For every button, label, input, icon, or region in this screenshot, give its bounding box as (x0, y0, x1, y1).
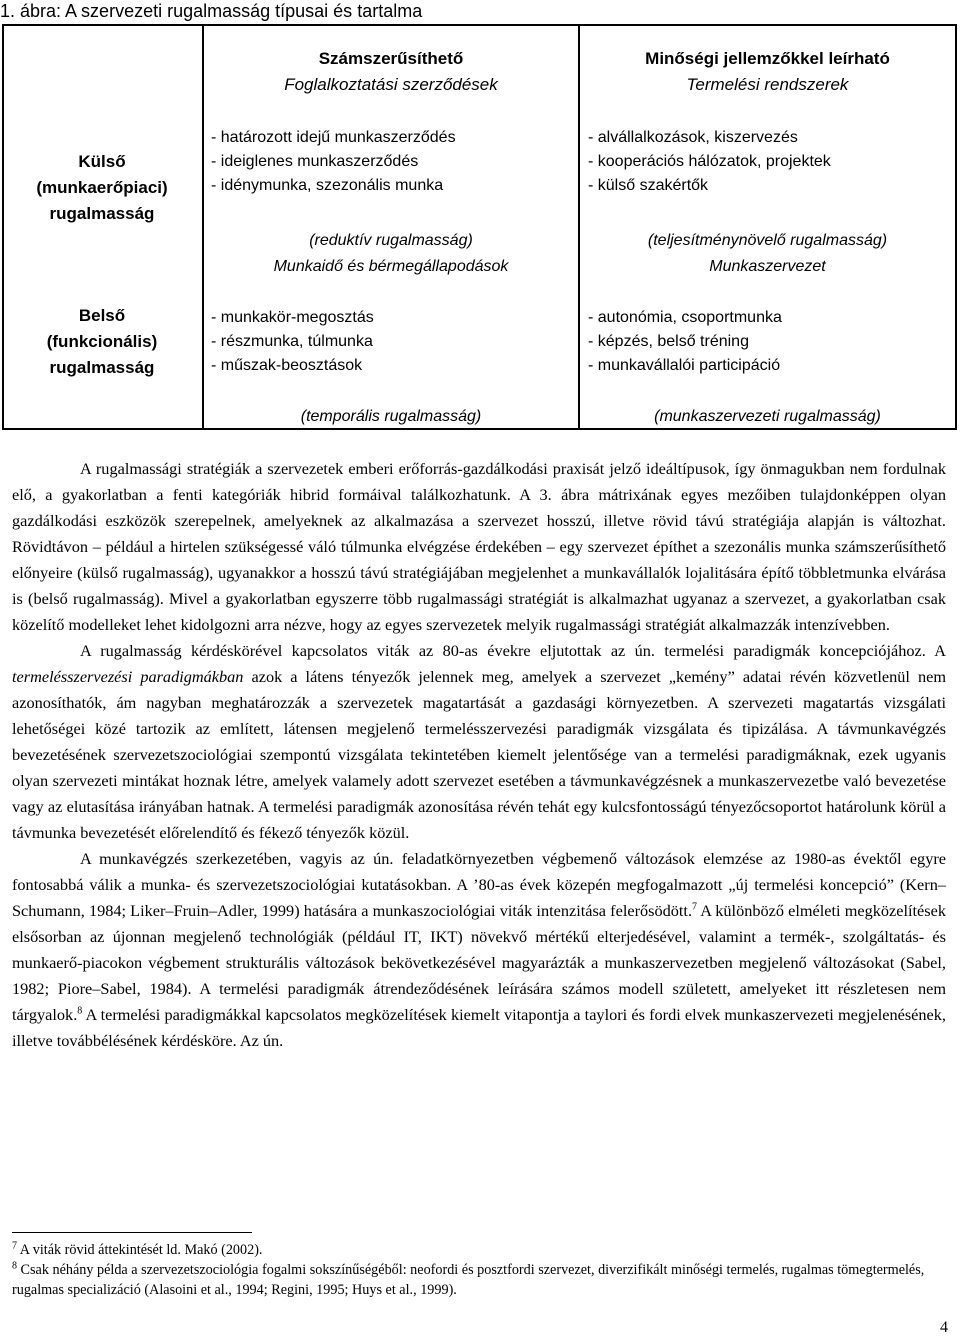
list-item: - műszak-beosztások (211, 357, 363, 374)
cell-internal-qualitative-tag: (munkaszervezeti rugalmasság) (654, 408, 881, 425)
column-header-qualitative (580, 46, 955, 98)
row-label-internal (4, 303, 200, 381)
footnote-number: 7 (12, 1240, 17, 1252)
footnote-8 (12, 1260, 946, 1300)
row-label-line: (funkcionális) (46, 332, 158, 351)
paragraph-1: A rugalmassági stratégiák a szervezetek emberi erőforrás-gazdálkodási praxisát jelző ideáltípusok, így önmagukban nem fordulnak elő, a gyakorlatban a fenti kategóriák hibrid formáival találkozhatunk. A 3. ábra mátrixának egyes mezőiben tulajdonképpen olyan gazdálkodási eszközök szerepelnek, amelyeknek az alkalmazása a szervezet hosszú, illetve rövid távú stratégiája alapján is változhat. Rövidtávon – például a hirtelen szükségessé váló túlmunka elvégzése érdekében – egy szervezet építhet a szezonális munka számszerűsíthető előnyeire (külső rugalmasság), ugyanakkor a hosszú távú stratégiájában megjelenhet a munkavállalók lojalitására építő többletmunka elvárása is (belső rugalmasság). Mivel a gyakorlatban egyszerre több rugalmassági stratégiát is alkalmazhat ugyanaz a szervezet, a gyakorlatban csak közelítő modelleket lehet kidolgozni arra nézve, hogy az egyes szervezetek melyik rugalmassági stratégiát alkalmazzák intenzívebben. (12, 459, 946, 634)
list-item: - idénymunka, szezonális munka (211, 177, 444, 194)
row-label-line: rugalmasság (49, 204, 155, 223)
figure-title: 1. ábra: A szervezeti rugalmasság típusai és tartalma (0, 1, 423, 21)
text-run: A rugalmasság kérdéskörével kapcsolatos viták az 80-as évekre eljutottak az ún. termelési paradigmák koncepciójához. A (80, 641, 946, 660)
column-head: Számszerűsíthető (318, 49, 464, 68)
body-text (12, 456, 946, 1054)
list-item: - kooperációs hálózatok, projektek (588, 153, 831, 170)
paragraph-3 (12, 846, 946, 1054)
list-item: - alvállalkozások, kiszervezés (588, 129, 798, 146)
text-run: A különböző elméleti megközelítések elsősorban az újonnan megjelenő technológiák (például IT, IKT) növekvő mértékű elterjedésével, valamint a termék-, szolgáltatás- és munkaerő-piacokon végbement strukturális változások bekövetkezésével magyarázták a munkaszervezetben megjelenő változásokat (Sabel, 1982; Piore–Sabel, 1984). A termelési paradigmák átrendeződésének leírására számos modell született, amelyeket itt részletesen nem tárgyalok. (12, 901, 946, 1024)
row-label-line: (munkaerőpiaci) (36, 178, 168, 197)
footnotes (12, 1240, 946, 1300)
subsection-head: Munkaszervezet (709, 258, 826, 275)
text-run: A termelési paradigmákkal kapcsolatos megközelítések kiemelt vitapontja a taylori és fordi elvek munkaszervezeti megjelenésének, illetve továbbélésének kérdésköre. Az ún. (12, 1005, 946, 1050)
column-subhead: Foglalkoztatási szerződések (284, 75, 498, 94)
footnote-text: Csak néhány példa a szervezetszociológia fogalmi sokszínűségéből: neofordi és posztfordi szervezet, diverzifikált minőségi termelés, rugalmas tömegtermelés, rugalmas specializáció (Alasoini et al., 1994; Regini, 1995; Huys et al., 1999). (12, 1262, 925, 1298)
column-head: Minőségi jellemzőkkel leírható (645, 49, 890, 68)
text-run: A munkavégzés szerkezetében, vagyis az ún. feladatkörnyezetben végbemenő változások elemzése az 1980-as évektől egyre fontosabbá válik a munka- és szervezetszociológiai kutatásokban. A ’80-as évek közepén megfogalmazott „új termelési koncepció” (Kern–Schumann, 1984; Liker–Fruin–Adler, 1999) hatására a munkaszociológiai viták intenzitása felerősödött. (12, 849, 946, 920)
footnote-number: 8 (12, 1260, 17, 1272)
flexibility-type: (reduktív rugalmasság) (309, 232, 473, 249)
subsection-head: Munkaidő és bérmegállapodások (273, 258, 509, 275)
list-item: - munkakör-megosztás (211, 309, 374, 326)
cell-external-qualitative (588, 126, 831, 198)
row-label-line: Belső (78, 306, 126, 325)
cell-internal-quantitative-tag: (temporális rugalmasság) (300, 408, 482, 425)
paragraph-2 (12, 638, 946, 846)
list-item: - részmunka, túlmunka (211, 333, 373, 350)
footnote-separator (12, 1232, 252, 1233)
flexibility-matrix (2, 24, 957, 430)
list-item: - képzés, belső tréning (588, 333, 749, 350)
list-item: - munkavállalói participáció (588, 357, 781, 374)
row-label-line: Külső (78, 152, 126, 171)
cell-internal-quantitative (211, 306, 374, 378)
row-label-line: rugalmasság (49, 358, 155, 377)
footnote-text: A viták rövid áttekintését ld. Makó (2002). (17, 1242, 263, 1258)
list-item: - ideiglenes munkaszerződés (211, 153, 419, 170)
footnote-ref-8[interactable]: 8 (77, 1005, 83, 1017)
cell-external-quantitative (211, 126, 456, 198)
list-item: - autonómia, csoportmunka (588, 309, 782, 326)
cell-external-qualitative-tag (580, 228, 955, 280)
column-subhead: Termelési rendszerek (686, 75, 849, 94)
page-number: 4 (940, 1319, 948, 1336)
list-item: - határozott idejű munkaszerződés (211, 129, 456, 146)
emphasis-term: termelésszervezési paradigmákban (12, 667, 244, 686)
cell-internal-qualitative (588, 306, 782, 378)
row-label-external (4, 149, 200, 227)
cell-external-quantitative-tag (204, 228, 578, 280)
footnote-ref-7[interactable]: 7 (692, 901, 698, 913)
text-run: azok a látens tényezők jelennek meg, amelyek a szervezet „kemény” adatai révén közvetlenül nem azonosíthatók, ám nagyban meghatározzák a szervezetek magatartását a gazdasági környezetben. A szervezeti magatartás vizsgálati lehetőségei közé tartozik az említett, látensen megjelenő termelésszervezési paradigmák vizsgálata és tipizálása. A távmunkavégzés bevezetésének szervezetszociológiai szempontú vizsgálata tekintetében kiemelt jelentősége van a termelési paradigmáknak, ezek ugyanis olyan szervezeti mintákat hoznak létre, amelyek valamely adott szervezet esetében a távmunkavégzésnek a munkaszervezetbe való bevezetése vagy az elutasítása irányában hatnak. A termelési paradigmák azonosítása révén tehát egy kulcsfontosságú tényezőcsoportot határolunk körül a távmunka bevezetését előrelendítő és fékező tényezők közül. (12, 667, 946, 842)
list-item: - külső szakértők (588, 177, 709, 194)
flexibility-type: (teljesítménynövelő rugalmasság) (647, 232, 888, 249)
footnote-7 (12, 1240, 946, 1260)
column-header-quantitative (204, 46, 578, 98)
